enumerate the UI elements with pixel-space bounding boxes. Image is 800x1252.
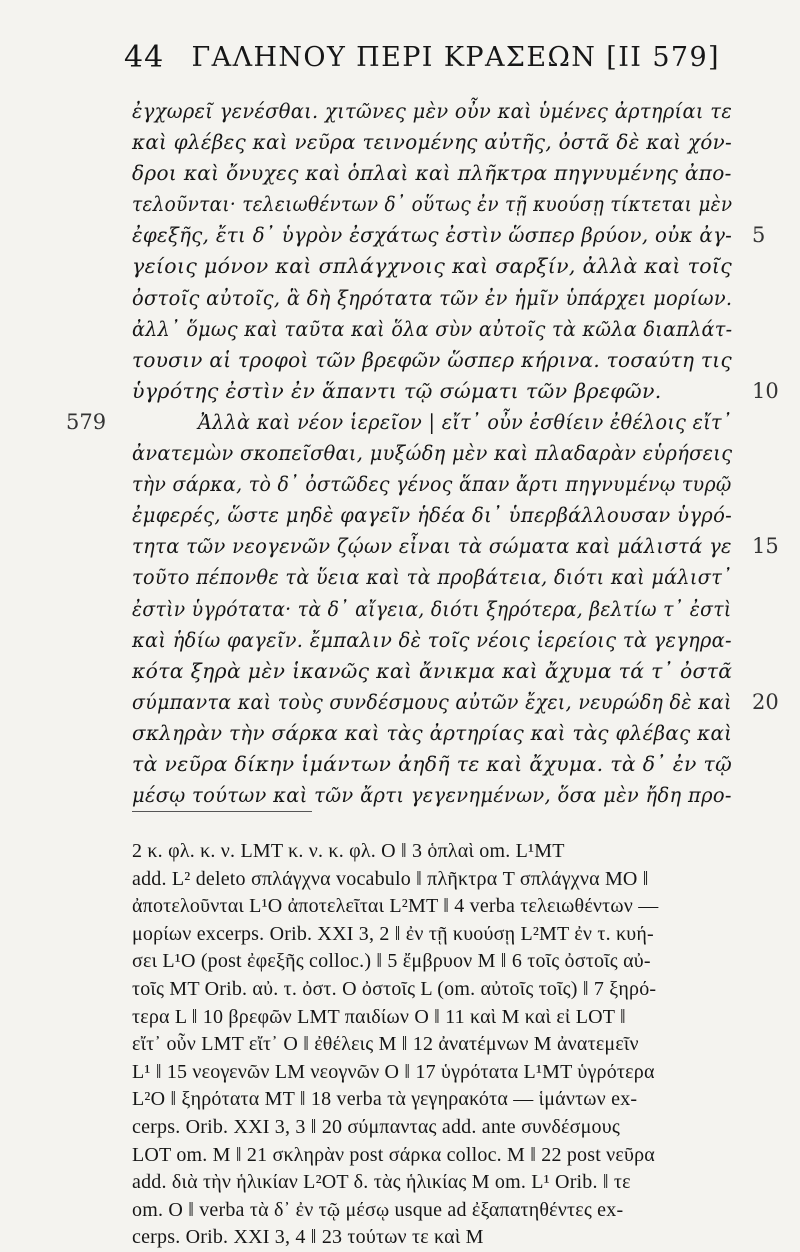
apparatus-line: add. διὰ τὴν ἡλικίαν L²OT δ. τὰς ἡλικίας M om. L¹ Orib. ‖ τε — [132, 1171, 631, 1194]
text-line — [0, 500, 800, 531]
greek-text: δροι καὶ ὄνυχες καὶ ὁπλαὶ καὶ πλῆκτρα πηγνυμένης ἀπο- — [132, 161, 732, 186]
source-page-marker: 579 — [66, 409, 107, 434]
apparatus-line: σει L¹O (post ἐφεξῆς colloc.) ‖ 5 ἔμβρυον M ‖ 6 τοῖς ὀστοῖς αὐ- — [132, 950, 651, 973]
running-head: ΓΑΛΗΝΟΥ ΠΕΡΙ ΚΡΑΣΕΩΝ [II 579] — [191, 42, 720, 73]
page-header — [124, 40, 720, 80]
apparatus-line: τερα L ‖ 10 βρεφῶν LMT παιδίων O ‖ 11 καὶ M καὶ εἰ LOT ‖ — [132, 1005, 626, 1028]
apparatus-line: εἴτ᾽ οὖν LMT εἴτ᾽ O ‖ ἐθέλεις M ‖ 12 ἀνατέμνων M ἀνατεμεῖν — [132, 1033, 639, 1056]
greek-text: τουσιν αἱ τροφοὶ τῶν βρεφῶν ὥσπερ κήρινα. τοσαύτη τις — [132, 347, 732, 372]
line-number: 5 — [752, 223, 766, 248]
text-line — [0, 656, 800, 687]
text-line — [0, 562, 800, 593]
line-number: 20 — [752, 689, 779, 714]
text-line — [0, 531, 800, 562]
text-line — [0, 283, 800, 314]
text-line — [0, 96, 800, 127]
greek-text: σκληρὰν τὴν σάρκα καὶ τὰς ἀρτηρίας καὶ τὰς φλέβας καὶ — [132, 720, 733, 745]
apparatus-line: ἀποτελοῦνται L¹O ἀποτελεῖται L²MT ‖ 4 verba τελειωθέντων — — [132, 895, 659, 918]
greek-text: τοῦτο πέπονθε τὰ ὕεια καὶ τὰ προβάτεια, διότι καὶ μάλιστ᾽ — [132, 565, 733, 590]
apparatus-line: 2 κ. φλ. κ. ν. LMT κ. ν. κ. φλ. O ‖ 3 ὁπλαὶ om. L¹MT — [132, 840, 565, 862]
apparatus-line: μορίων excerps. Orib. XXI 3, 2 ‖ ἐν τῇ κυούσῃ L²MT ἐν τ. κυή- — [132, 922, 654, 945]
greek-text: ἐστὶν ὑγρότατα· τὰ δ᾽ αἴγεια, διότι ξηρότερα, βελτίω τ᾽ ἐστὶ — [132, 596, 732, 621]
text-line — [0, 251, 800, 282]
text-line — [0, 687, 800, 718]
greek-text: μέσῳ τούτων καὶ τῶν ἄρτι γεγενημένων, ὅσα μὲν ἤδη προ- — [132, 783, 732, 808]
greek-text: ἐμφερές, ὥστε μηδὲ φαγεῖν ἡδέα δι᾽ ὑπερβάλλουσαν ὑγρό- — [132, 503, 733, 528]
apparatus-line: cerps. Orib. XXI 3, 4 ‖ 23 τούτων τε καὶ M — [132, 1226, 484, 1249]
apparatus-line: L¹ ‖ 15 νεογενῶν LM νεογνῶν O ‖ 17 ὑγρότατα L¹MT ὑγρότερα — [132, 1060, 655, 1083]
greek-text: τὰ νεῦρα δίκην ἱμάντων ἀηδῆ τε καὶ ἄχυμα. τὰ δ᾽ ἐν τῷ — [132, 751, 733, 776]
main-text — [0, 96, 800, 811]
text-line — [0, 469, 800, 500]
apparatus-line: add. L² deleto σπλάγχνα vocabulo ‖ πλῆκτρα T σπλάγχνα MO ‖ — [132, 867, 649, 890]
greek-text: τὴν σάρκα, τὸ δ᾽ ὀστῶδες γένος ἅπαν ἄρτι πηγνυμένῳ τυρῷ — [132, 472, 732, 497]
greek-text: τελοῦνται· τελειωθέντων δ᾽ οὕτως ἐν τῇ κυούσῃ τίκτεται μὲν — [132, 192, 733, 217]
footnote-divider — [132, 811, 312, 812]
text-line — [0, 158, 800, 189]
text-line — [0, 314, 800, 345]
text-line — [0, 407, 800, 438]
text-line — [0, 780, 800, 811]
text-line — [0, 749, 800, 780]
greek-text: καὶ φλέβες καὶ νεῦρα τεινομένης αὐτῆς, ὀστᾶ δὲ καὶ χόν- — [132, 130, 733, 155]
text-line — [0, 127, 800, 158]
greek-text: ἀλλ᾽ ὅμως καὶ ταῦτα καὶ ὅλα σὺν αὐτοῖς τὰ κῶλα διαπλάτ- — [132, 316, 733, 341]
page-number: 44 — [124, 40, 165, 75]
text-line — [0, 189, 800, 220]
line-number: 15 — [752, 534, 779, 559]
critical-apparatus — [132, 838, 738, 1252]
greek-text: καὶ ἡδίω φαγεῖν. ἔμπαλιν δὲ τοῖς νέοις ἱερείοις τὰ γεγηρα- — [132, 627, 732, 652]
greek-text: τητα τῶν νεογενῶν ζῴων εἶναι τὰ σώματα καὶ μάλιστά γε — [132, 534, 732, 559]
text-line — [0, 438, 800, 469]
text-line — [0, 718, 800, 749]
text-line — [0, 345, 800, 376]
line-number: 10 — [752, 378, 779, 403]
greek-text: ὑγρότης ἐστὶν ἐν ἅπαντι τῷ σώματι τῶν βρεφῶν. — [132, 378, 662, 403]
greek-text: Ἀλλὰ καὶ νέον ἱερεῖον | εἴτ᾽ οὖν ἐσθίειν ἐθέλοις εἴτ᾽ — [198, 409, 732, 434]
greek-text: ἐγχωρεῖ γενέσθαι. χιτῶνες μὲν οὖν καὶ ὑμένες ἀρτηρίαι τε — [132, 99, 733, 123]
greek-text: ὀστοῖς αὐτοῖς, ἃ δὴ ξηρότατα τῶν ἐν ἡμῖν ὑπάρχει μορίων. — [132, 285, 733, 310]
apparatus-line: cerps. Orib. XXI 3, 3 ‖ 20 σύμπαντας add. ante συνδέσμους — [132, 1115, 620, 1138]
greek-text: ἀνατεμὼν σκοπεῖσθαι, μυξώδη μὲν καὶ πλαδαρὰν εὑρήσεις — [132, 441, 733, 466]
text-line — [0, 625, 800, 656]
greek-text: κότα ξηρὰ μὲν ἱκανῶς καὶ ἄνικμα καὶ ἄχυμα τά τ᾽ ὀστᾶ — [132, 658, 733, 683]
greek-text: γείοις μόνον καὶ σπλάγχνοις καὶ σαρξίν, ἀλλὰ καὶ τοῖς — [132, 254, 733, 279]
greek-text: σύμπαντα καὶ τοὺς συνδέσμους αὐτῶν ἔχει, νευρώδη δὲ καὶ — [132, 689, 732, 714]
apparatus-line: LOT om. M ‖ 21 σκληρὰν post σάρκα colloc. M ‖ 22 post νεῦρα — [132, 1143, 655, 1166]
greek-text: ἐφεξῆς, ἔτι δ᾽ ὑγρὸν ἐσχάτως ἐστὶν ὥσπερ βρύον, οὐκ ἀγ- — [132, 223, 733, 248]
apparatus-line: τοῖς MT Orib. αὐ. τ. ὀστ. O ὀστοῖς L (om. αὐτοῖς τοῖς) ‖ 7 ξηρό- — [132, 977, 657, 1000]
text-line — [0, 594, 800, 625]
apparatus-line: om. O ‖ verba τὰ δ᾽ ἐν τῷ μέσῳ usque ad ἐξαπατηθέντες ex- — [132, 1198, 624, 1221]
apparatus-line: L²O ‖ ξηρότατα MT ‖ 18 verba τὰ γεγηρακότα — ἱμάντων ex- — [132, 1088, 638, 1111]
text-line — [0, 220, 800, 251]
text-line — [0, 376, 800, 407]
